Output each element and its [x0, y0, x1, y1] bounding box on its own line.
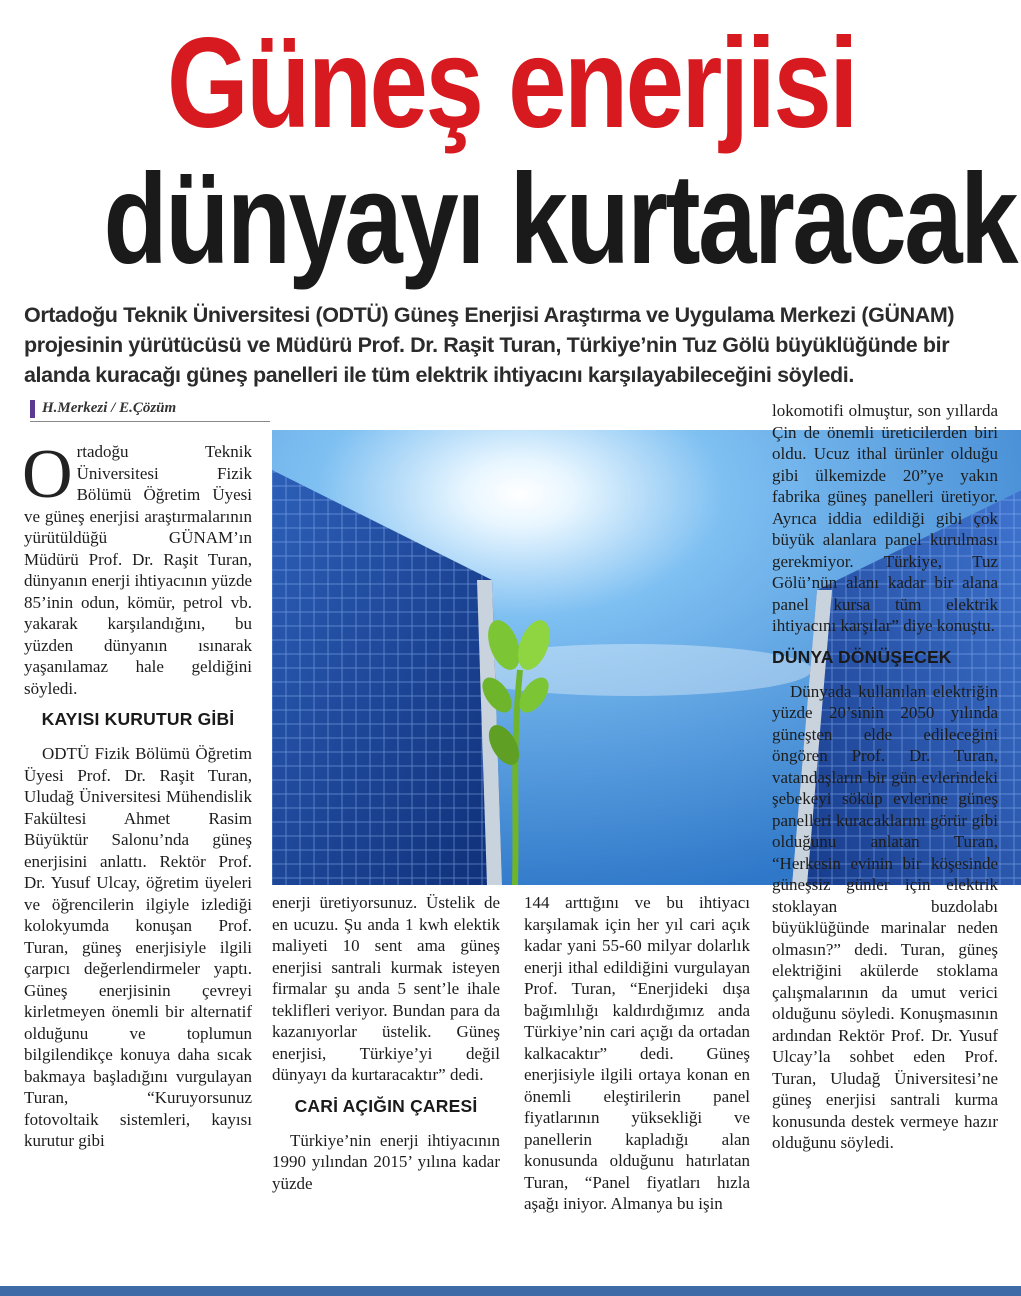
byline-marker [30, 400, 35, 418]
article-column-2 [272, 892, 500, 1194]
paragraph: Dünyada kullanılan elektriğin yüzde 20’sinin 2050 yılında güneşten elde edileceğini öngören Prof. Dr. Turan, vatandaşların bir gün evlerindeki şebekeyi söküp evlerine güneş panelleri kuracaklarını görür gibi olduğunu anlatan Turan, “Herkesin evinin bir köşesinde güneşsiz günler için elektrik stoklayan buzdolabı büyüklüğünde marinalar neden olmasın?” dedi. Turan, güneş elektriğini akülerde stoklama çalışmalarının da umut verici olduğunu söyledi. Konuşmasının ardından Rektör Prof. Dr. Yusuf Ulcay’la sohbet eden Prof. Turan, Uludağ Üniversitesi’ne güneş enerjisi santrali kurma konusunda destek vermeye hazır olduğunu söyledi. [772, 681, 998, 1152]
article-column-1 [22, 436, 253, 1152]
article-column-4 [772, 400, 998, 1154]
subheading-dunya: DÜNYA DÖNÜŞECEK [772, 646, 952, 667]
byline: H.Merkezi / E.Çözüm [42, 400, 177, 416]
spot-text: Ortadoğu Teknik Üniversitesi (ODTÜ) Güneş Enerjisi Araştırma ve Uygulama Merkezi (GÜNAM) projesinin yürütücüsü ve Müdürü Prof. Dr. Raşit Turan, Türkiye’nin Tuz Gölü büyüklüğünde bir alanda kuracağı güneş panelleri ile tüm elektrik ihtiyacını karşılayabileceğini söyledi. [24, 303, 955, 387]
paragraph: ODTÜ Fizik Bölümü Öğretim Üyesi Prof. Dr. Raşit Turan, Uludağ Üniversitesi Mühendislik Fakültesi Ahmet Rasim Büyüktür Salonu’nda güneş enerjisini anlattı. Rektör Prof. Dr. Yusuf Ulcay, öğretim üyeleri ve öğrencilerin ilgiyle izlediği kolokyumda konuşan Prof. Turan, güneş enerjisiyle ilgili çarpıcı değerlendirmeler yaptı. Güneş enerjisinin çevreyi kirletmeyen önemli bir alternatif olduğunu ve toplumun bilgilendikçe konuya daha sıcak bakmaya başladığını vurgulayan Turan, “Kuruyorsunuz fotovoltaik sistemleri, kayısı kurutur gibi [24, 744, 252, 1150]
paragraph-text: rtadoğu Teknik Üniversitesi Fizik Bölümü Öğretim Üyesi ve güneş enerjisi araştırmalarının yürütüldüğü GÜNAM’ın Müdürü Prof. Dr. Raşit Turan, dünyanın enerji ihtiyacının yüzde 85’inin odun, kömür, petrol vb. yakarak karşılandığını, bu yüzden dünyanın ısınarak yaşanılamaz hale geldiğini söyledi. [24, 442, 253, 698]
dropcap: O [22, 436, 73, 513]
subheading-kayisi: KAYISI KURUTUR GİBİ [41, 709, 235, 729]
subheading-cari-acik: CARİ AÇIĞIN ÇARESİ [294, 1095, 478, 1116]
article-column-3 [524, 892, 750, 1215]
paragraph [22, 436, 253, 699]
paragraph: lokomotifi olmuştur, son yıllarda Çin de önemli üreticilerden biri oldu. Ucuz ithal ürünler olduğu gibi ülkemizde 20”ye yakın fabrika güneş panelleri üretiyor. Ayrıca iddia edildiği gibi çok büyük alanlara panel kurulması gerekmiyor. Türkiye, Tuz Gölü’nün alanı kadar bir alana panel kursa tüm elektrik ihtiyacını karşılar” diye konuştu. [772, 401, 998, 635]
headline-line-1: Güneş enerjisi [167, 12, 856, 155]
paragraph: 144 arttığını ve bu ihtiyacı karşılamak için her yıl cari açık kadar yani 55-60 milyar dolarlık enerji ithal edildiğini vurgulayan Prof. Turan, “Enerjideki dışa bağımlılığı kaldırdığımız anda Türkiye’nin cari açığı da ortadan kalkacaktır” dedi. Güneş enerjisiyle ilgili ortaya konan en önemli eleştirilerin panel fiyatlarının yüksekliği ve panellerin kapladığı alan konusunda olduğunu hatırlatan Turan, “Panel fiyatları hızla aşağı iniyor. Almanya bu işin [524, 893, 750, 1213]
byline-rule [30, 421, 270, 422]
paragraph: Türkiye’nin enerji ihtiyacının 1990 yılından 2015’ yılına kadar yüzde [272, 1130, 500, 1193]
headline-line-2: dünyayı kurtaracak [103, 148, 1017, 291]
paragraph: enerji üretiyorsunuz. Üstelik de en ucuzu. Şu anda 1 kwh elektik maliyeti 10 sent ama güneş enerjisi santrali kurmak isteyen firmalar şu anda 5 sent’le ihale teklifleri veriyor. Bundan para da kazanıyorlar üstelik. Güneş enerjisi, Türkiye’yi değil dünyayı da kurtaracaktır” dedi. [272, 893, 500, 1084]
page-bottom-rule [0, 1286, 1021, 1296]
